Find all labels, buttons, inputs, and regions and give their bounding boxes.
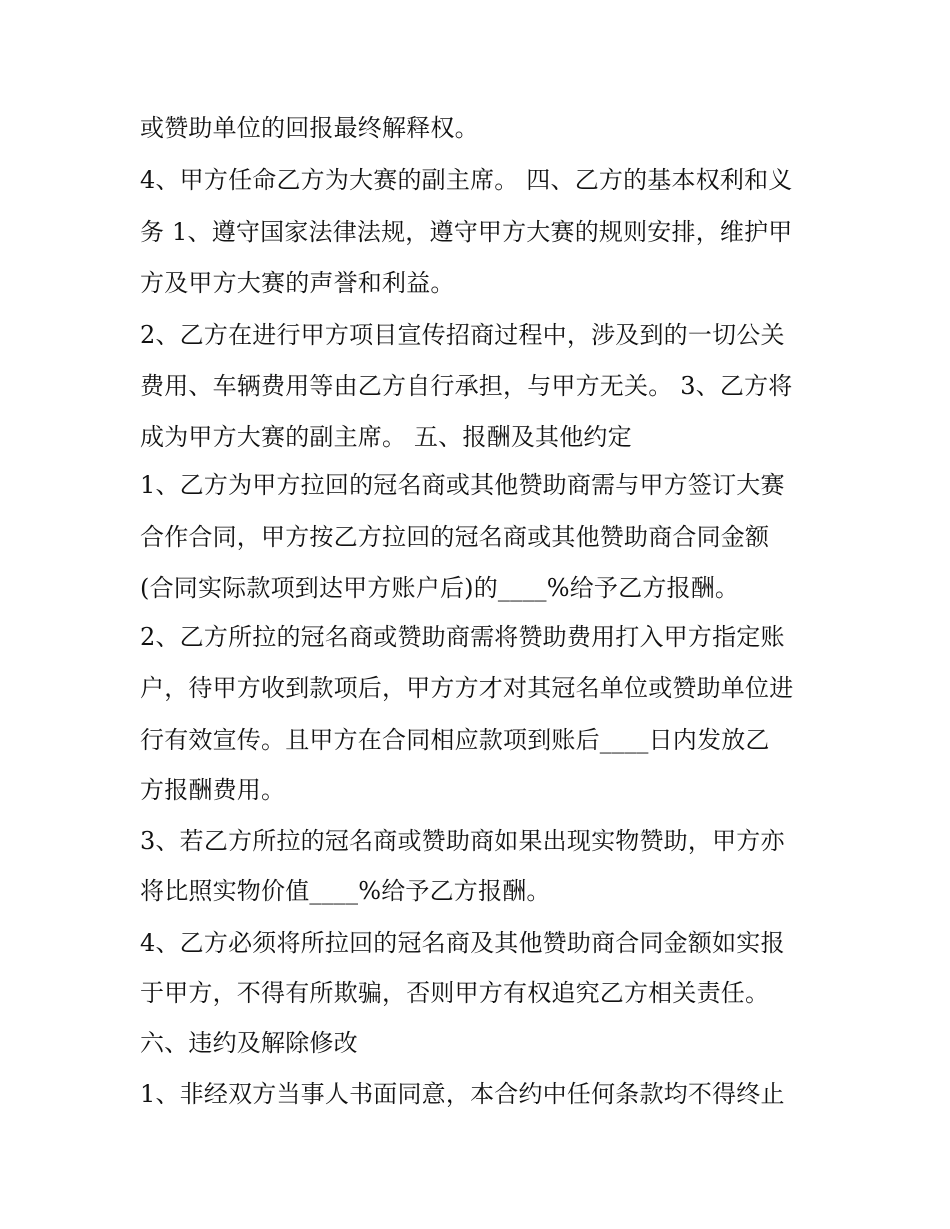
- text-line: 六、违约及解除修改: [140, 1029, 358, 1057]
- text-line: 方及甲方大赛的声誉和利益。: [140, 269, 455, 297]
- text-line: 3、若乙方所拉的冠名商或赞助商如果出现实物赞助，甲方亦: [140, 827, 785, 855]
- text-line: 1、非经双方当事人书面同意，本合约中任何条款均不得终止: [140, 1080, 785, 1108]
- text-line: 方报酬费用。: [140, 776, 286, 804]
- text-line: (合同实际款项到达甲方账户后)的____%给予乙方报酬。: [140, 574, 740, 602]
- text-line: 4、乙方必须将所拉回的冠名商及其他赞助商合同金额如实报: [140, 929, 785, 957]
- text-line: 户，待甲方收到款项后，甲方方才对其冠名单位或赞助单位进: [140, 674, 794, 702]
- text-line: 或赞助单位的回报最终解释权。: [140, 114, 479, 142]
- text-line: 2、乙方在进行甲方项目宣传招商过程中，涉及到的一切公关: [140, 321, 785, 349]
- text-line: 费用、车辆费用等由乙方自行承担，与甲方无关。 3、乙方将: [140, 372, 793, 400]
- text-line: 4、甲方任命乙方为大赛的副主席。 四、乙方的基本权利和义: [140, 166, 793, 194]
- text-line: 将比照实物价值____%给予乙方报酬。: [140, 877, 551, 905]
- text-line: 1、乙方为甲方拉回的冠名商或其他赞助商需与甲方签订大赛: [140, 471, 785, 499]
- text-line: 于甲方，不得有所欺骗，否则甲方有权追究乙方相关责任。: [140, 979, 770, 1007]
- text-line: 行有效宣传。且甲方在合同相应款项到账后____日内发放乙: [140, 726, 770, 754]
- text-line: 合作合同，甲方按乙方拉回的冠名商或其他赞助商合同金额: [140, 523, 770, 551]
- text-line: 成为甲方大赛的副主席。 五、报酬及其他约定: [140, 423, 632, 451]
- text-line: 务 1、遵守国家法律法规，遵守甲方大赛的规则安排，维护甲: [140, 218, 793, 246]
- text-line: 2、乙方所拉的冠名商或赞助商需将赞助费用打入甲方指定账: [140, 623, 785, 651]
